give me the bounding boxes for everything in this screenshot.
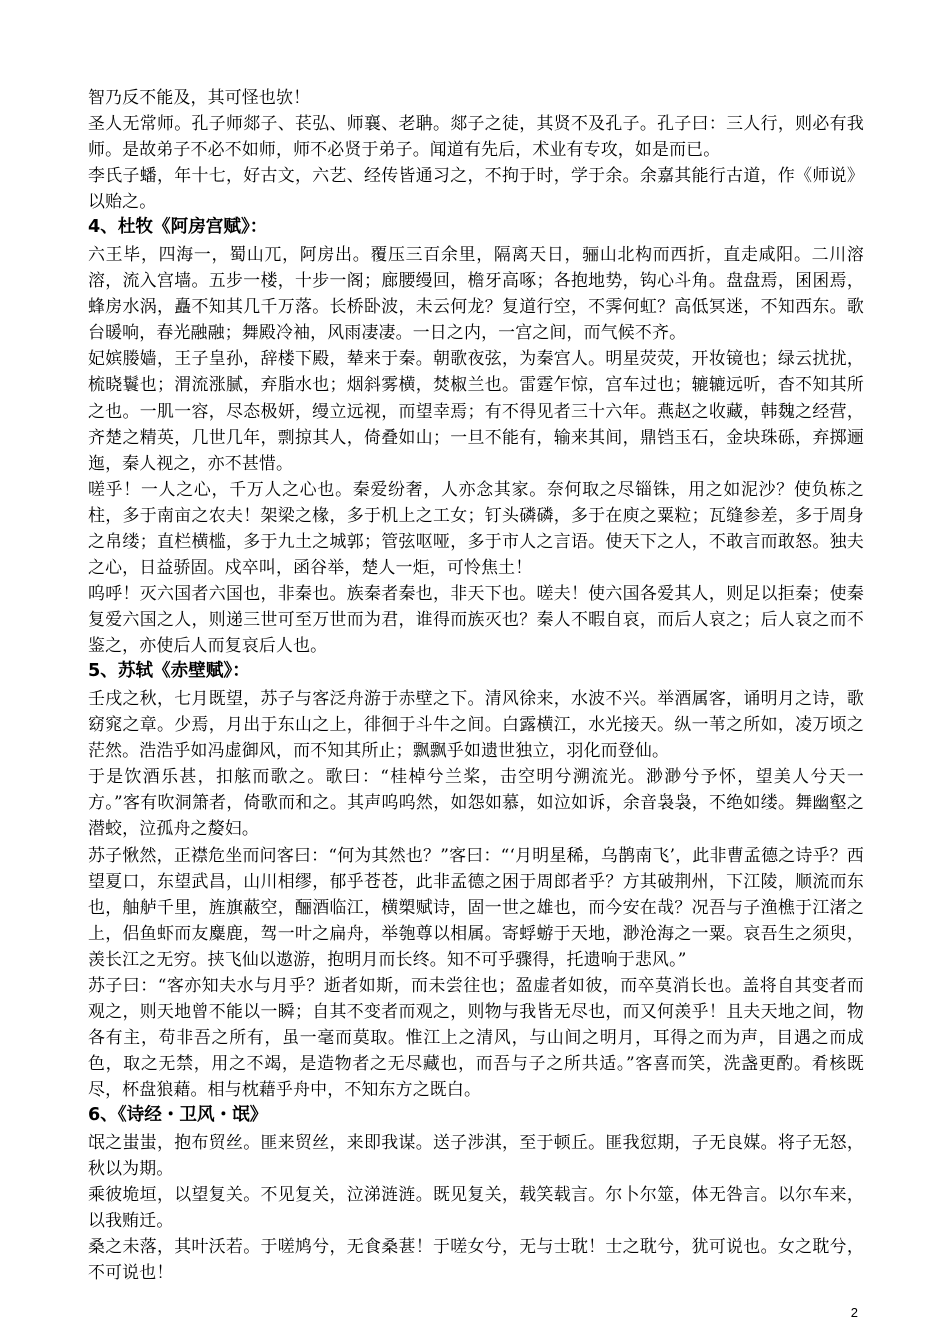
paragraph: 壬戌之秋，七月既望，苏子与客泛舟游于赤壁之下。清风徐来，水波不兴。举酒属客，诵明月之诗，歌窈窕之章。少焉，月出于东山之上，徘徊于斗牛之间。白露横江，水光接天。纵一苇之所如，凌万顷之茫然。浩浩乎如冯虚御风，而不知其所止；飘飘乎如遗世独立，羽化而登仙。 — [88, 687, 864, 761]
paragraph: 苏子曰：“客亦知夫水与月乎？逝者如斯，而未尝往也；盈虚者如彼，而卒莫消长也。盖将自其变者而观之，则天地曾不能以一瞬；自其不变者而观之，则物与我皆无尽也，而又何羡乎！且夫天地之间，物各有主，苟非吾之所有，虽一毫而莫取。惟江上之清风，与山间之明月，耳得之而为声，目遇之而成色，取之无禁，用之不竭，是造物者之无尽藏也，而吾与子之所共适。”客喜而笑，洗盏更酌。肴核既尽，杯盘狼藉。相与枕藉乎舟中，不知东方之既白。 — [88, 975, 864, 1100]
paragraph: 氓之蚩蚩，抱布贸丝。匪来贸丝，来即我谋。送子涉淇，至于顿丘。匪我愆期，子无良媒。将子无怒，秋以为期。 — [88, 1131, 864, 1179]
paragraph: 苏子愀然，正襟危坐而问客曰：“何为其然也？”客曰：“‘月明星稀，乌鹊南飞’，此非曹孟德之诗乎？西望夏口，东望武昌，山川相缪，郁乎苍苍，此非孟德之困于周郎者乎？方其破荆州，下江陵，顺流而东也，舳舻千里，旌旗蔽空，酾酒临江，横槊赋诗，固一世之雄也，而今安在哉？况吾与子渔樵于江渚之上，侣鱼虾而友麋鹿，驾一叶之扁舟，举匏尊以相属。寄蜉蝣于天地，渺沧海之一粟。哀吾生之须臾，羡长江之无穷。挟飞仙以遨游，抱明月而长终。知不可乎骤得，托遗响于悲风。” — [88, 844, 864, 969]
paragraph: 智乃反不能及，其可怪也欤！ — [88, 87, 311, 107]
paragraph: 妃嫔媵嫱，王子皇孙，辞楼下殿，辇来于秦。朝歌夜弦，为秦宫人。明星荧荧，开妆镜也；绿云扰扰，梳晓鬟也；渭流涨腻，弃脂水也；烟斜雾横，焚椒兰也。雷霆乍惊，宫车过也；辘辘远听，杳不知其所之也。一肌一容，尽态极妍，缦立远视，而望幸焉；有不得见者三十六年。燕赵之收藏，韩魏之经营，齐楚之精英，几世几年，剽掠其人，倚叠如山；一旦不能有，输来其间，鼎铛玉石，金块珠砾，弃掷逦迤，秦人视之，亦不甚惜。 — [88, 348, 864, 473]
page-number: 2 — [850, 1305, 858, 1320]
document-page — [88, 84, 864, 1286]
paragraph: 李氏子蟠，年十七，好古文，六艺、经传皆通习之，不拘于时，学于余。余嘉其能行古道，作《师说》以贻之。 — [88, 165, 864, 212]
paragraph: 呜呼！灭六国者六国也，非秦也。族秦者秦也，非天下也。嗟夫！使六国各爱其人，则足以拒秦；使秦复爱六国之人，则递三世可至万世而为君，谁得而族灭也？秦人不暇自哀，而后人哀之；后人哀之而不鉴之，亦使后人而复哀后人也。 — [88, 583, 864, 656]
paragraph: 乘彼垝垣，以望复关。不见复关，泣涕涟涟。既见复关，载笑载言。尔卜尔筮，体无咎言。以尔车来，以我贿迁。 — [88, 1184, 864, 1231]
paragraph: 桑之未落，其叶沃若。于嗟鸠兮，无食桑葚！于嗟女兮，无与士耽！士之耽兮，犹可说也。女之耽兮，不可说也！ — [88, 1236, 864, 1283]
section-heading-6: 6、《诗经・卫风・氓》 — [88, 1105, 268, 1126]
section-heading-4: 4、杜牧《阿房宫赋》： — [88, 217, 268, 238]
paragraph: 于是饮酒乐甚，扣舷而歌之。歌曰：“桂棹兮兰桨，击空明兮溯流光。渺渺兮予怀，望美人兮天一方。”客有吹洞箫者，倚歌而和之。其声呜呜然，如怨如慕，如泣如诉，余音袅袅，不绝如缕。舞幽壑之潜蛟，泣孤舟之嫠妇。 — [88, 766, 864, 839]
section-heading-5: 5、苏轼《赤壁赋》： — [88, 661, 250, 682]
paragraph: 嗟乎！一人之心，千万人之心也。秦爱纷奢，人亦念其家。奈何取之尽锱铢，用之如泥沙？使负栋之柱，多于南亩之农夫！架梁之椽，多于机上之工女；钉头磷磷，多于在庾之粟粒；瓦缝参差，多于周身之帛缕；直栏横槛，多于九土之城郭；管弦呕哑，多于市人之言语。使天下之人，不敢言而敢怒。独夫之心，日益骄固。戍卒叫，函谷举，楚人一炬，可怜焦土！ — [88, 478, 864, 578]
paragraph: 六王毕，四海一，蜀山兀，阿房出。覆压三百余里，隔离天日，骊山北构而西折，直走咸阳。二川溶溶，流入宫墙。五步一楼，十步一阁；廊腰缦回，檐牙高啄；各抱地势，钩心斗角。盘盘焉，囷囷焉，蜂房水涡，矗不知其几千万落。长桥卧波，未云何龙？复道行空，不霁何虹？高低冥迷，不知西东。歌台暖响，春光融融；舞殿冷袖，风雨凄凄。一日之内，一宫之间，而气候不齐。 — [88, 243, 864, 343]
paragraph: 圣人无常师。孔子师郯子、苌弘、师襄、老聃。郯子之徒，其贤不及孔子。孔子曰：三人行，则必有我师。是故弟子不必不如师，师不必贤于弟子。闻道有先后，术业有专攻，如是而已。 — [88, 113, 864, 160]
